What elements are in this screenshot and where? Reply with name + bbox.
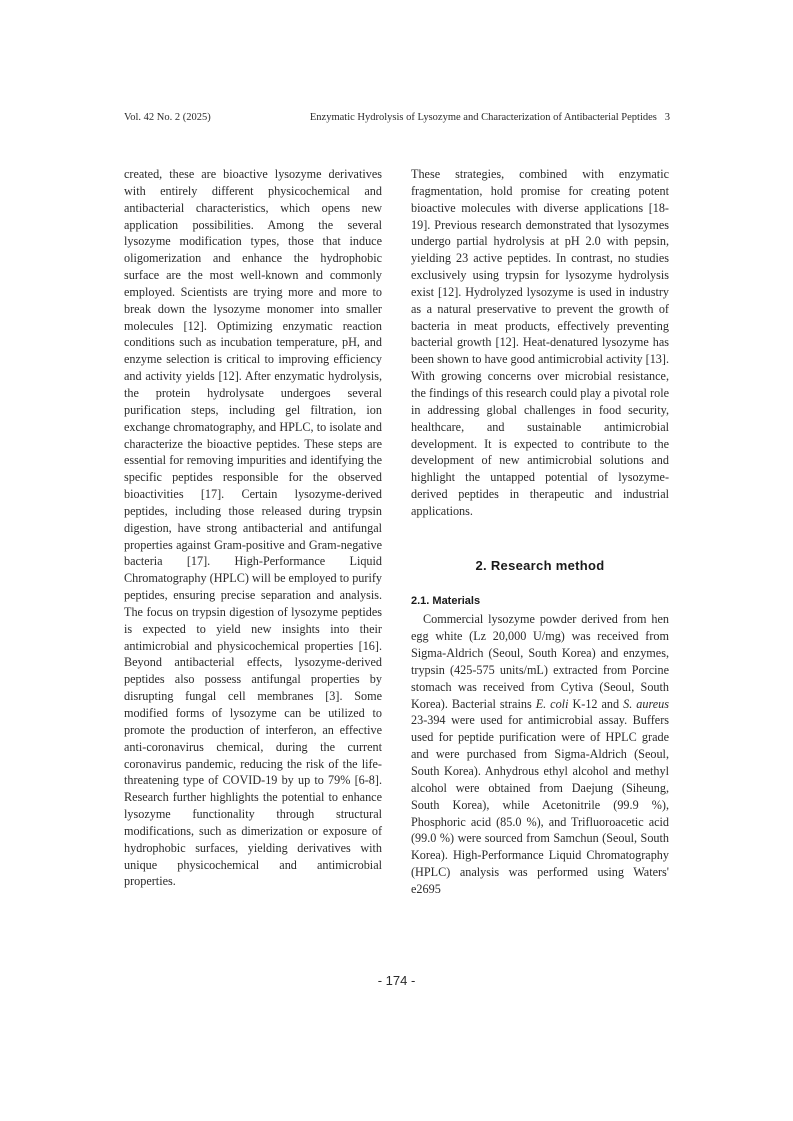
page-number: - 174 - — [377, 973, 416, 988]
body-paragraph: These strategies, combined with enzymatic fragmentation, hold promise for creating potent bioactive molecules with diverse applications [18-19]. Previous research demonstrated that lysozymes undergo partial hydrolysis at pH 2.0 with pepsin, yielding 23 active peptides. In contrast, no studies exclusively using trypsin for lysozyme hydrolysis exist [12]. Hydrolyzed lysozyme is used in industry as a natural preservative to prevent the growth of bacteria in meat products, effectively preventing bacterial growth [12]. Heat-denatured lysozyme has been shown to have good antimicrobial activity [13]. With growing concerns over microbial resistance, the findings of this research could play a pivotal role in addressing global challenges in food security, healthcare, and sustainable antimicrobial development. It is expected to contribute to the development of new antimicrobial solutions and highlight the untapped potential of lysozyme-derived peptides in therapeutic and industrial applications. — [411, 167, 669, 518]
species-name: S. aureus — [623, 696, 669, 711]
right-column — [411, 166, 669, 898]
materials-text: 23-394 were used for antimicrobial assay. Buffers used for peptide purification were of HPLC grade and were purchased from Sigma-Aldrich (Seoul, South Korea). Anhydrous ethyl alcohol and methyl alcohol were obtained from Daejung (Siheung, South Korea), while Acetonitrile (99.9 %), Phosphoric acid (85.0 %), and Trifluoroacetic acid (99.0 %) were sourced from Samchun (Seoul, South Korea). High-Performance Liquid Chromatography (HPLC) analysis was performed using Waters' e2695 — [411, 713, 669, 896]
journal-volume: Vol. 42 No. 2 (2025) — [124, 112, 211, 123]
subsection-heading: 2.1. Materials — [411, 594, 481, 607]
section-heading: 2. Research method — [475, 557, 605, 573]
species-name: E. coli — [535, 696, 569, 711]
materials-text: Commercial lysozyme powder derived from hen egg white (Lz 20,000 U/mg) was received from Sigma-Aldrich (Seoul, South Korea) and enzymes, trypsin (425-575 units/mL) extracted from Porcine stomach was received from Cytiva (Seoul, South Korea). Bacterial strains — [411, 612, 669, 711]
running-header — [124, 112, 670, 128]
left-column — [124, 166, 382, 890]
running-title: Enzymatic Hydrolysis of Lysozyme and Characterization of Antibacterial Peptides 3 — [309, 112, 670, 123]
materials-text: K-12 and — [568, 696, 624, 711]
materials-paragraph — [411, 611, 669, 897]
body-paragraph: created, these are bioactive lysozyme derivatives with entirely different physicochemical and antibacterial characteristics, which opens new application possibilities. Among the several lysozyme modification types, those that induce oligomerization and enhance the hydrophobic surface are the most well-known and commonly employed. Scientists are trying more and more to break down the lysozyme monomer into smaller molecules [12]. Optimizing enzymatic reaction conditions such as incubation temperature, pH, and enzyme selection is critical to improving efficiency and activity yields [12]. After enzymatic hydrolysis, the protein hydrolysate undergoes several purification steps, including gel filtration, ion exchange chromatography, and HPLC, to isolate and characterize the bioactive peptides. These steps are essential for removing impurities and identifying the specific peptides responsible for the observed bioactivities [17]. Certain lysozyme-derived peptides, including those released during trypsin digestion, have strong antibacterial and antifungal properties against Gram-positive and Gram-negative bacteria [17]. High-Performance Liquid Chromatography (HPLC) will be employed to purify peptides, ensuring precise separation and analysis. The focus on trypsin digestion of lysozyme peptides is expected to yield new insights into their antimicrobial and physicochemical properties [16]. Beyond antibacterial effects, lysozyme-derived peptides also possess antifungal properties by disrupting fungal cell membranes [3]. Some modified forms of lysozyme can be utilized to promote the production of interferon, an effective anti-coronavirus chemical, during the current coronavirus pandemic, reducing the risk of the life-threatening type of COVID-19 by up to 79% [6-8]. Research further highlights the potential to enhance lysozyme functionality through structural modifications, such as dimerization or exposure of hydrophobic surfaces, yielding derivatives with unique physicochemical and antimicrobial properties. — [124, 167, 382, 889]
